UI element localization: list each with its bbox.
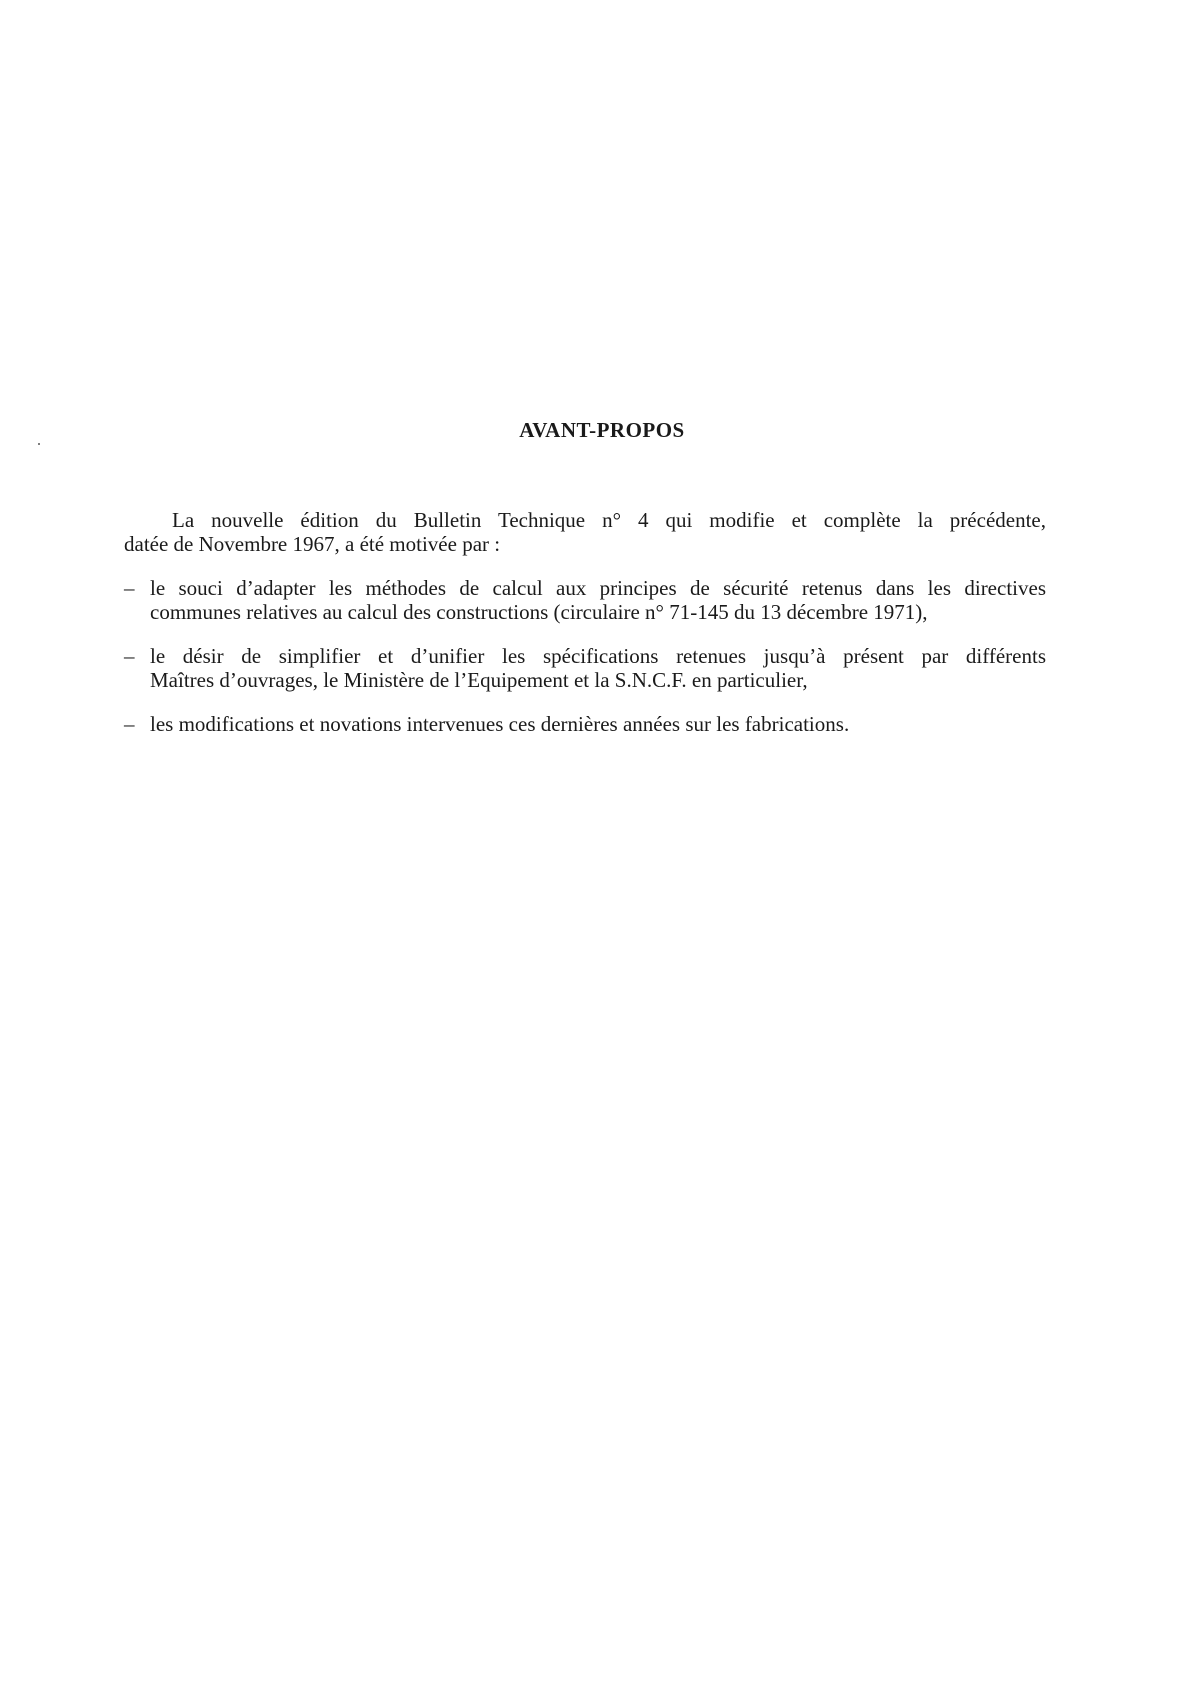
list-item-line: le souci d’adapter les méthodes de calcul aux principes de sécurité retenus dans les directives — [150, 576, 1046, 600]
intro-line: La nouvelle édition du Bulletin Technique n° 4 qui modifie et complète la précédente, — [172, 508, 1046, 532]
list-dash: – — [124, 576, 135, 600]
list-item — [124, 712, 1046, 736]
scan-speck — [38, 443, 40, 445]
list-item — [124, 576, 1046, 624]
intro-line: datée de Novembre 1967, a été motivée par : — [124, 532, 501, 556]
list-item-line: communes relatives au calcul des constructions (circulaire n° 71-145 du 13 décembre 1971), — [150, 600, 928, 624]
intro-paragraph — [124, 508, 1046, 556]
list-dash: – — [124, 712, 135, 736]
list-item-line: le désir de simplifier et d’unifier les spécifications retenues jusqu’à présent par différents — [150, 644, 1046, 668]
list-item-line: Maîtres d’ouvrages, le Ministère de l’Equipement et la S.N.C.F. en particulier, — [150, 668, 808, 692]
list-item — [124, 644, 1046, 692]
page-title: AVANT-PROPOS — [519, 418, 685, 442]
list-dash: – — [124, 644, 135, 668]
list-item-line: les modifications et novations intervenues ces dernières années sur les fabrications. — [150, 712, 850, 736]
